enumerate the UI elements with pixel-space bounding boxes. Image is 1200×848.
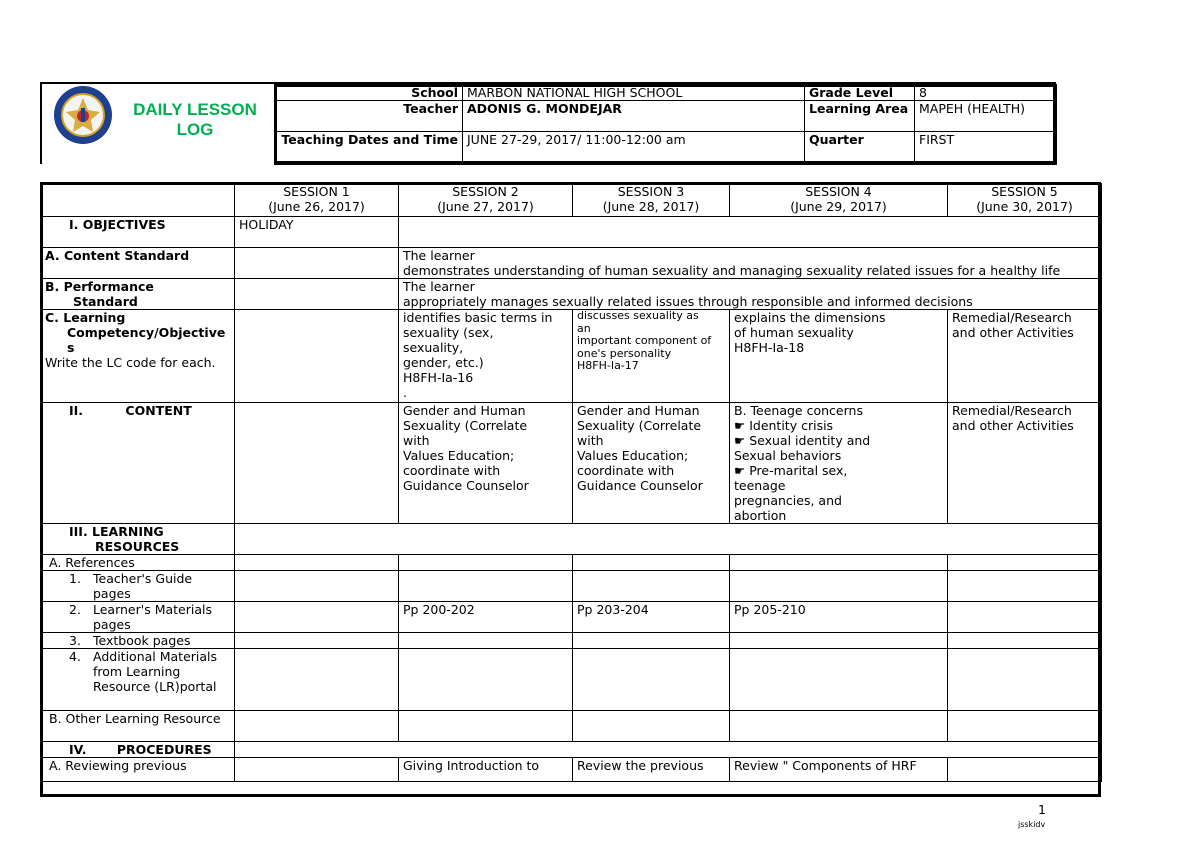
bullet-text: Identity crisis — [749, 418, 834, 433]
session-2-pages: Pp 200-202 — [399, 602, 573, 633]
session-5-content: Remedial/Research and other Activities — [948, 403, 1102, 524]
blank-cell — [948, 758, 1102, 782]
school-value: MARBON NATIONAL HIGH SCHOOL — [463, 85, 805, 101]
session-date: (June 28, 2017) — [602, 199, 700, 214]
grade-level-value: 8 — [915, 85, 1057, 101]
header-info-table — [274, 84, 1057, 165]
session-4-pages: Pp 205-210 — [730, 602, 948, 633]
session-1-cell — [235, 310, 399, 403]
content-standard-text: The learner demonstrates understanding of human sexuality and managing sexuality related issues for a healthy life — [399, 248, 1102, 279]
session-date: (June 26, 2017) — [268, 199, 365, 214]
learning-area-value: MAPEH (HEALTH) — [915, 101, 1057, 132]
session-1-cell — [235, 248, 399, 279]
content-row — [41, 403, 1102, 524]
document-title — [120, 100, 270, 140]
procedures-heading-text: PROCEDURES — [116, 742, 212, 757]
sessions-header-row — [41, 184, 1102, 217]
learning-resources-heading — [41, 524, 235, 555]
blank-cell — [235, 602, 399, 633]
session-label: SESSION 2 — [452, 184, 519, 199]
bullet-continuation: Sexual behaviors — [734, 448, 842, 463]
performance-standard-label — [41, 279, 235, 310]
session-3-header — [573, 184, 730, 217]
item-text: Additional Materials from Learning Resource (LR)portal — [93, 649, 218, 694]
reviewing-previous-label: A. Reviewing previous — [41, 758, 235, 782]
blank-cell — [235, 555, 399, 571]
procedures-heading-num: IV. — [69, 742, 87, 757]
teacher-label: Teacher — [275, 101, 463, 132]
blank-cell — [948, 555, 1102, 571]
session-date: (June 27, 2017) — [437, 199, 534, 214]
blank-cell — [573, 571, 730, 602]
learners-materials-label — [41, 602, 235, 633]
learning-resources-row — [41, 524, 1102, 555]
session-2-header — [399, 184, 573, 217]
performance-standard-text: The learner appropriately manages sexually related issues through responsible and informed decisions — [399, 279, 1102, 310]
blank-cell — [235, 711, 399, 742]
content-standard-label: A. Content Standard — [41, 248, 235, 279]
session-label: SESSION 5 — [991, 184, 1058, 199]
hand-bullet-icon: ☛ — [734, 463, 746, 478]
blank-cell — [730, 711, 948, 742]
content-standard-row — [41, 248, 1102, 279]
blank-cell — [399, 555, 573, 571]
title-line-1: DAILY LESSON — [133, 100, 257, 119]
page-number: 1 — [1038, 802, 1046, 817]
lesson-log-table — [40, 183, 1102, 782]
session-3-content: Gender and Human Sexuality (Correlate with Values Education; coordinate with Guidance Counselor — [573, 403, 730, 524]
session-1-header — [235, 184, 399, 217]
bullet-continuation: teenage pregnancies, and abortion — [734, 478, 842, 523]
learning-competency-row — [41, 310, 1102, 403]
blank-cell — [399, 571, 573, 602]
teaching-dates-label: Teaching Dates and Time — [275, 132, 463, 165]
session-5-header — [948, 184, 1102, 217]
blank-cell — [948, 571, 1102, 602]
item-number: 4. — [69, 649, 81, 664]
blank-cell — [573, 555, 730, 571]
session-date: (June 30, 2017) — [976, 199, 1073, 214]
session-4-review: Review " Components of HRF — [730, 758, 948, 782]
additional-materials-row — [41, 649, 1102, 711]
content-title: B. Teenage concerns — [734, 403, 863, 418]
school-label: School — [275, 85, 463, 101]
blank-cell — [573, 711, 730, 742]
session-label: SESSION 3 — [617, 184, 685, 199]
blank-cell — [573, 633, 730, 649]
learning-area-label: Learning Area — [805, 101, 915, 132]
label-line: s — [67, 340, 75, 355]
grade-level-label: Grade Level — [805, 85, 915, 101]
blank-cell — [399, 711, 573, 742]
session-date: (June 29, 2017) — [790, 199, 887, 214]
label-line: C. Learning — [45, 310, 126, 325]
textbook-row — [41, 633, 1102, 649]
blank-cell — [948, 633, 1102, 649]
objectives-blank — [399, 217, 1102, 248]
procedures-heading — [41, 742, 235, 758]
session-1-cell — [235, 279, 399, 310]
performance-standard-row — [41, 279, 1102, 310]
item-text: Teacher's Guide pages — [93, 571, 193, 601]
blank-cell — [948, 649, 1102, 711]
other-resource-row — [41, 711, 1102, 742]
additional-materials-label — [41, 649, 235, 711]
learning-competency-label — [41, 310, 235, 403]
lc-code-note: Write the LC code for each. — [45, 355, 216, 370]
item-text: Textbook pages — [93, 633, 191, 648]
blank-cell — [948, 602, 1102, 633]
content-heading-num: II. — [69, 403, 84, 418]
blank-cell — [235, 649, 399, 711]
session-4-competency: explains the dimensions of human sexuality H8FH-Ia-18 — [730, 310, 948, 403]
blank-cell — [399, 633, 573, 649]
session-2-competency: identifies basic terms in sexuality (sex, sexuality, gender, etc.) H8FH-Ia-16 . — [399, 310, 573, 403]
teachers-guide-label — [41, 571, 235, 602]
blank-cell — [730, 555, 948, 571]
references-label: A. References — [41, 555, 235, 571]
session-1-cell — [235, 403, 399, 524]
label-line: Competency/Objective — [67, 325, 226, 340]
session-4-content — [730, 403, 948, 524]
hand-bullet-icon: ☛ — [734, 418, 746, 433]
item-number: 3. — [69, 633, 81, 648]
bullet-item — [734, 433, 943, 448]
session-2-content: Gender and Human Sexuality (Correlate with Values Education; coordinate with Guidance Counselor — [399, 403, 573, 524]
learners-materials-row — [41, 602, 1102, 633]
quarter-label: Quarter — [805, 132, 915, 165]
session-3-review: Review the previous — [573, 758, 730, 782]
resources-blank — [235, 524, 1102, 555]
reviewing-previous-row — [41, 758, 1102, 782]
quarter-value: FIRST — [915, 132, 1057, 165]
objectives-heading: I. OBJECTIVES — [41, 217, 235, 248]
label-line: Standard — [73, 294, 138, 309]
content-heading-text: CONTENT — [125, 403, 192, 418]
bullet-text: Sexual identity and — [749, 433, 871, 448]
teachers-guide-row — [41, 571, 1102, 602]
blank-cell — [235, 571, 399, 602]
session-label: SESSION 4 — [805, 184, 872, 199]
session-5-competency: Remedial/Research and other Activities — [948, 310, 1102, 403]
item-number: 1. — [69, 571, 81, 586]
blank-cell — [730, 571, 948, 602]
textbook-label — [41, 633, 235, 649]
blank-cell — [730, 633, 948, 649]
session-3-competency: discusses sexuality as an important component of one's personality H8FH-Ia-17 — [573, 310, 730, 403]
objectives-row — [41, 217, 1102, 248]
footer-tag: jsskidv — [1018, 820, 1046, 829]
bullet-item — [734, 463, 943, 478]
blank-cell — [235, 633, 399, 649]
blank-cell — [235, 758, 399, 782]
deped-seal-logo — [52, 84, 114, 146]
teaching-dates-value: JUNE 27-29, 2017/ 11:00-12:00 am — [463, 132, 805, 165]
session-4-header — [730, 184, 948, 217]
hand-bullet-icon: ☛ — [734, 433, 746, 448]
session-1-holiday: HOLIDAY — [235, 217, 399, 248]
references-row — [41, 555, 1102, 571]
item-number: 2. — [69, 602, 81, 617]
procedures-blank — [235, 742, 1102, 758]
content-heading — [41, 403, 235, 524]
empty-corner-cell — [41, 184, 235, 217]
item-text: Learner's Materials pages — [93, 602, 212, 632]
bullet-text: Pre-marital sex, — [749, 463, 848, 478]
blank-cell — [730, 649, 948, 711]
heading-line: III. LEARNING — [69, 524, 164, 539]
bullet-item — [734, 418, 943, 433]
blank-cell — [399, 649, 573, 711]
heading-line: RESOURCES — [95, 539, 180, 554]
session-3-pages: Pp 203-204 — [573, 602, 730, 633]
blank-cell — [573, 649, 730, 711]
other-resource-label: B. Other Learning Resource — [41, 711, 235, 742]
label-line: B. Performance — [45, 279, 154, 294]
title-line-2: LOG — [176, 120, 214, 139]
session-2-review: Giving Introduction to — [399, 758, 573, 782]
blank-cell — [948, 711, 1102, 742]
teacher-value: ADONIS G. MONDEJAR — [463, 101, 805, 132]
session-label: SESSION 1 — [283, 184, 350, 199]
procedures-row — [41, 742, 1102, 758]
